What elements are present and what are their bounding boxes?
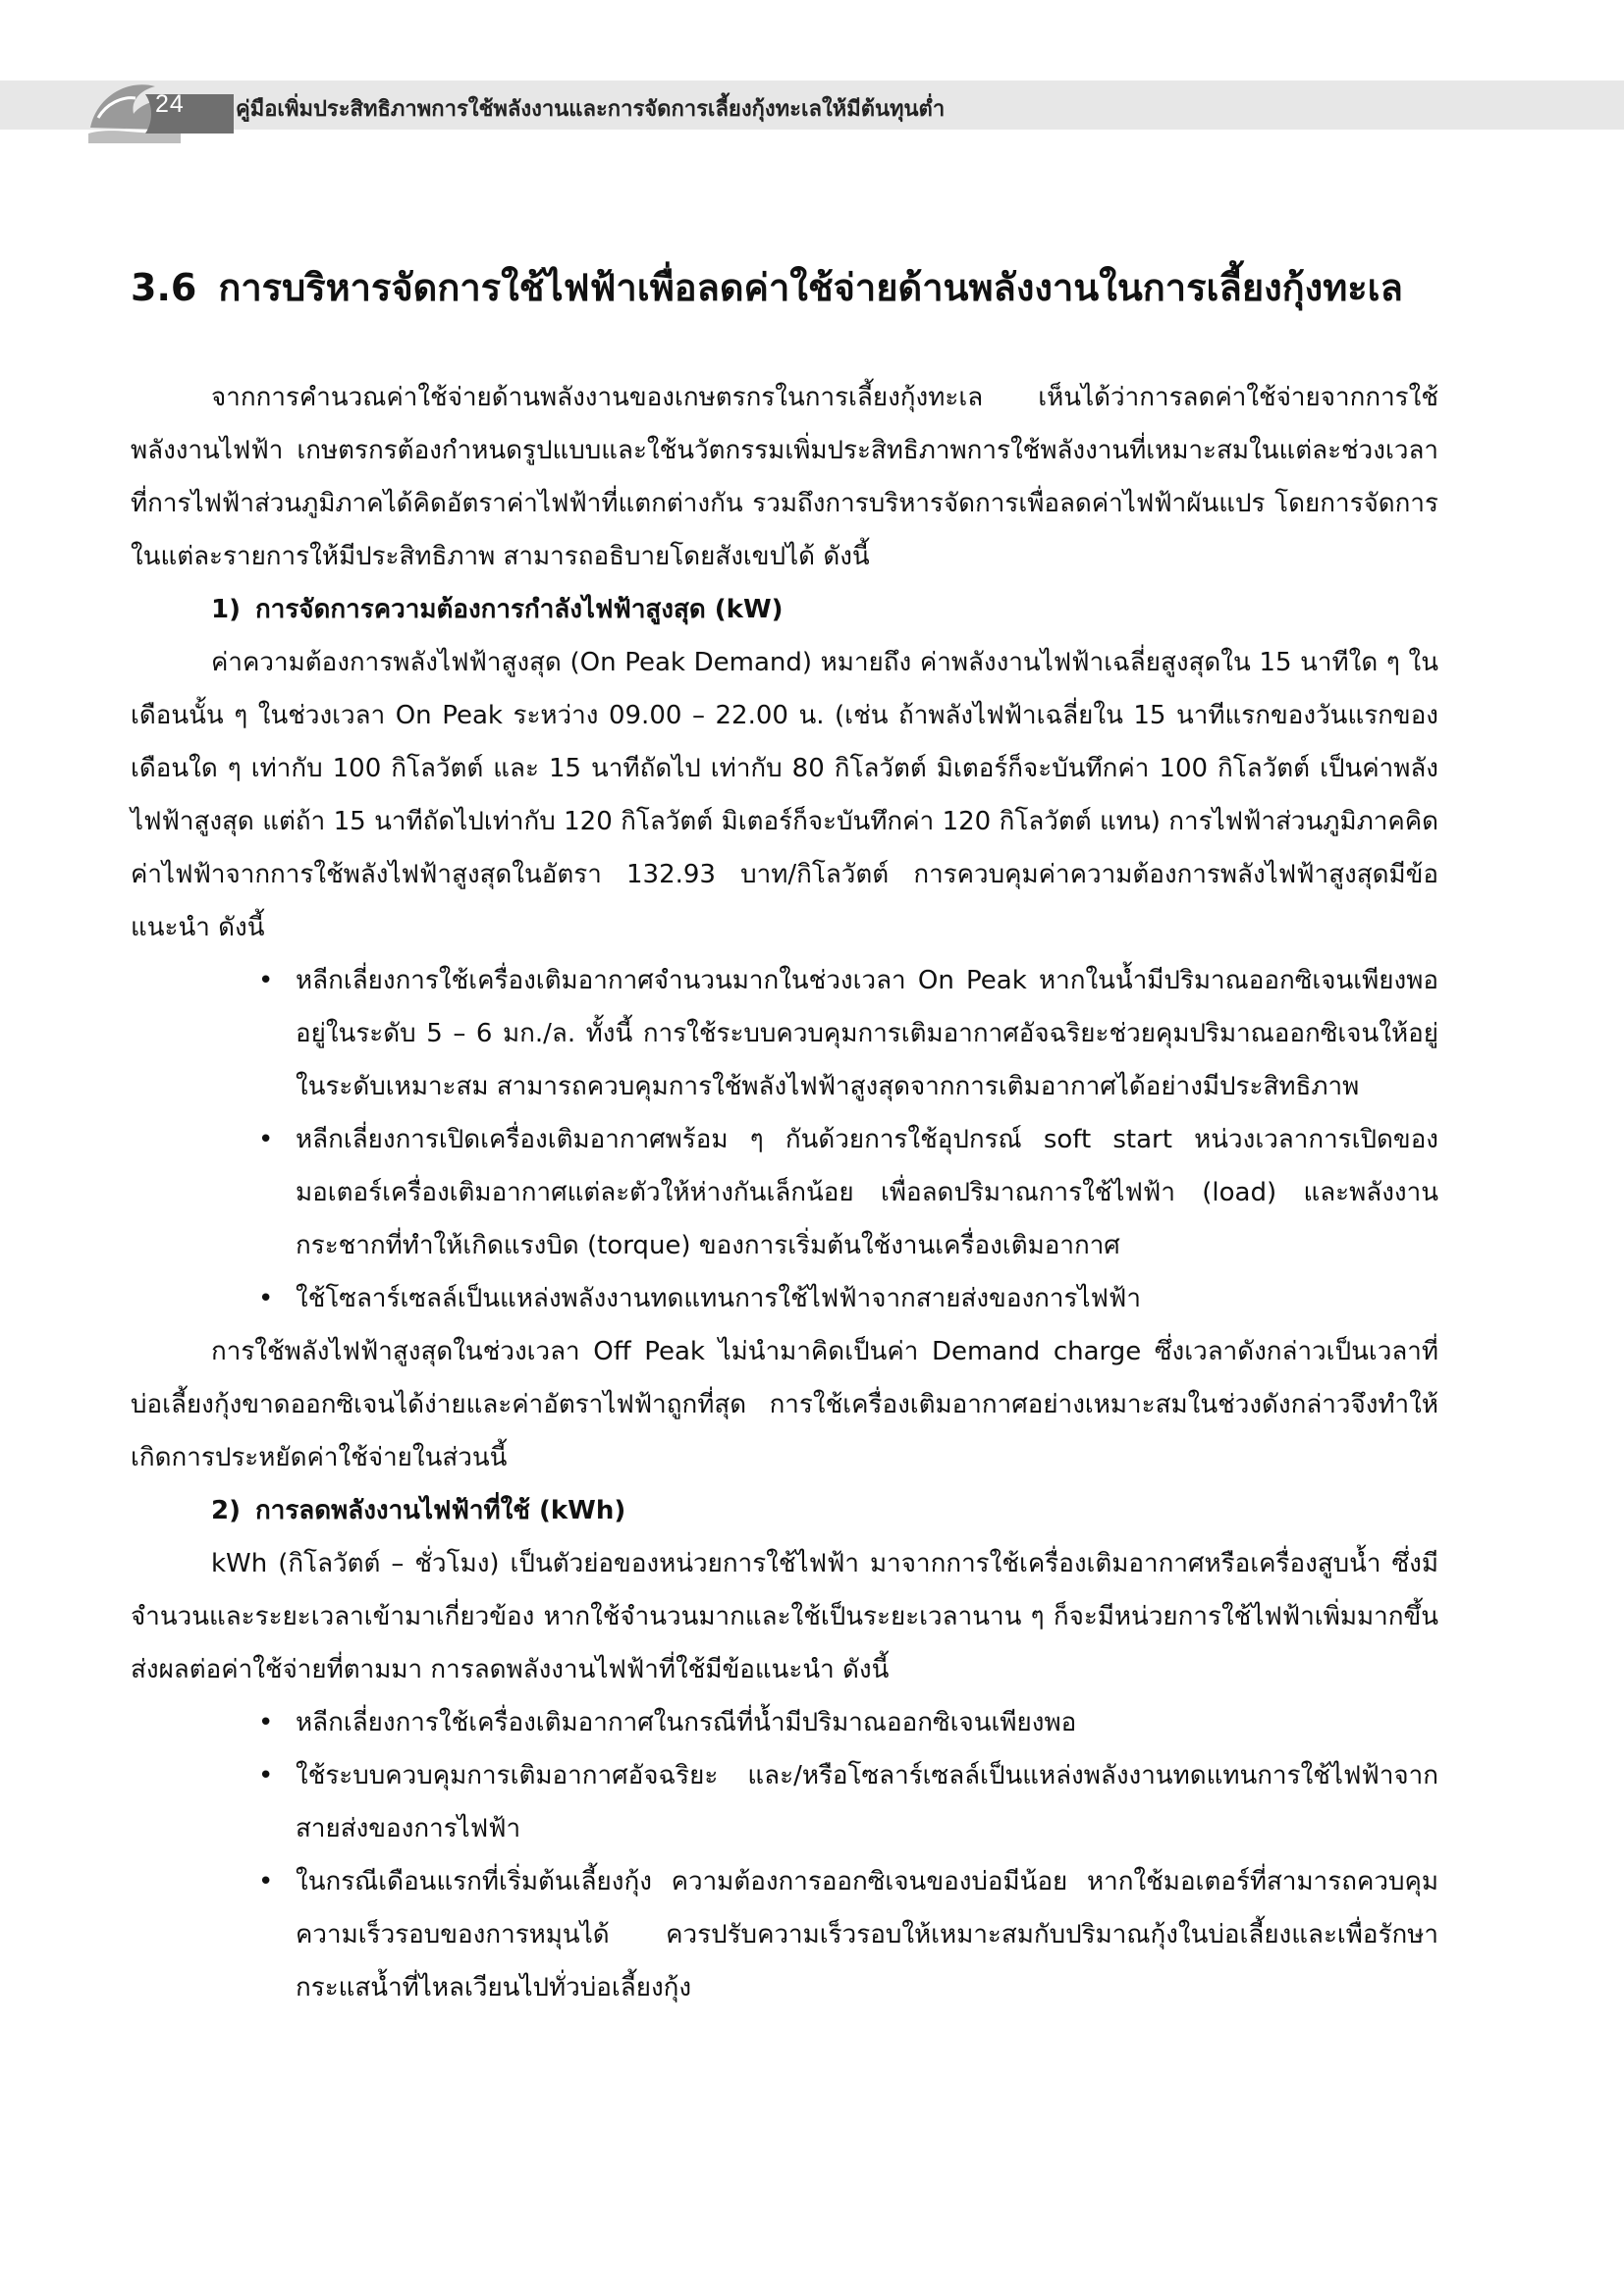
subsection-title-1: การจัดการความต้องการกำลังไฟฟ้าสูงสุด (kW): [255, 595, 784, 624]
subsection-heading-1: [131, 583, 1438, 636]
subsection-1-paragraph: ค่าความต้องการพลังไฟฟ้าสูงสุด (On Peak Demand) หมายถึง ค่าพลังงานไฟฟ้าเฉลี่ยสูงสุดใน 15 นาทีใด ๆ ในเดือนนั้น ๆ ในช่วงเวลา On Peak ระหว่าง 09.00 – 22.00 น. (เช่น ถ้าพลังไฟฟ้าเฉลี่ยใน 15 นาทีแรกของวันแรกของเดือนใด ๆ เท่ากับ 100 กิโลวัตต์ และ 15 นาทีถัดไป เท่ากับ 80 กิโลวัตต์ มิเตอร์ก็จะบันทึกค่า 100 กิโลวัตต์ เป็นค่าพลังไฟฟ้าสูงสุด แต่ถ้า 15 นาทีถัดไปเท่ากับ 120 กิโลวัตต์ มิเตอร์ก็จะบันทึกค่า 120 กิโลวัตต์ แทน) การไฟฟ้าส่วนภูมิภาคคิดค่าไฟฟ้าจากการใช้พลังไฟฟ้าสูงสุดในอัตรา 132.93 บาท/กิโลวัตต์ การควบคุมค่าความต้องการพลังไฟฟ้าสูงสุดมีข้อแนะนำ ดังนี้: [131, 648, 1438, 942]
section-heading: การบริหารจัดการใช้ไฟฟ้าเพื่อลดค่าใช้จ่ายด้านพลังงานในการเลี้ยงกุ้งทะเล: [218, 266, 1403, 309]
subsection-number-1: 1): [211, 595, 241, 624]
bullet-text: ใช้ระบบควบคุมการเติมอากาศอัจฉริยะ และ/หรือโซลาร์เซลล์เป็นแหล่งพลังงานทดแทนการใช้ไฟฟ้าจากสายส่งของการไฟฟ้า: [296, 1761, 1438, 1843]
subsection-1-closing: การใช้พลังไฟฟ้าสูงสุดในช่วงเวลา Off Peak ไม่นำมาคิดเป็นค่า Demand charge ซึ่งเวลาดังกล่าวเป็นเวลาที่บ่อเลี้ยงกุ้งขาดออกซิเจนได้ง่ายและค่าอัตราไฟฟ้าถูกที่สุด การใช้เครื่องเติมอากาศอย่างเหมาะสมในช่วงดังกล่าวจึงทำให้เกิดการประหยัดค่าใช้จ่ายในส่วนนี้: [131, 1337, 1438, 1472]
intro-paragraph: จากการคำนวณค่าใช้จ่ายด้านพลังงานของเกษตรกรในการเลี้ยงกุ้งทะเล เห็นได้ว่าการลดค่าใช้จ่ายจากการใช้พลังงานไฟฟ้า เกษตรกรต้องกำหนดรูปแบบและใช้นวัตกรรมเพิ่มประสิทธิภาพการใช้พลังงานที่เหมาะสมในแต่ละช่วงเวลาที่การไฟฟ้าส่วนภูมิภาคได้คิดอัตราค่าไฟฟ้าที่แตกต่างกัน รวมถึงการบริหารจัดการเพื่อลดค่าไฟฟ้าผันแปร โดยการจัดการในแต่ละรายการให้มีประสิทธิภาพ สามารถอธิบายโดยสังเขปได้ ดังนี้: [131, 383, 1438, 571]
subsection-2-bullet-list: [131, 1696, 1438, 2014]
bullet-dot-icon: •: [258, 1284, 274, 1313]
list-item: [131, 1855, 1438, 2014]
list-item: [131, 1113, 1438, 1272]
bullet-text: ใช้โซลาร์เซลล์เป็นแหล่งพลังงานทดแทนการใช้ไฟฟ้าจากสายส่งของการไฟฟ้า: [296, 1284, 1141, 1313]
subsection-2-paragraph: kWh (กิโลวัตต์ – ชั่วโมง) เป็นตัวย่อของหน่วยการใช้ไฟฟ้า มาจากการใช้เครื่องเติมอากาศหรือเครื่องสูบน้ำ ซึ่งมีจำนวนและระยะเวลาเข้ามาเกี่ยวข้อง หากใช้จำนวนมากและใช้เป็นระยะเวลานาน ๆ ก็จะมีหน่วยการใช้ไฟฟ้าเพิ่มมากขึ้นส่งผลต่อค่าใช้จ่ายที่ตามมา การลดพลังงานไฟฟ้าที่ใช้มีข้อแนะนำ ดังนี้: [131, 1549, 1438, 1684]
subsection-1-bullet-list: [131, 954, 1438, 1325]
list-item: [131, 1749, 1438, 1855]
running-title: คู่มือเพิ่มประสิทธิภาพการใช้พลังงานและการจัดการเลี้ยงกุ้งทะเลให้มีต้นทุนต่ำ: [236, 97, 946, 122]
section-number: 3.6: [131, 266, 197, 309]
bullet-dot-icon: •: [258, 1867, 274, 1896]
page-number: 24: [155, 90, 185, 118]
list-item: [131, 954, 1438, 1113]
bullet-dot-icon: •: [258, 1125, 274, 1154]
bullet-dot-icon: •: [258, 1761, 274, 1790]
bullet-text: หลีกเลี่ยงการเปิดเครื่องเติมอากาศพร้อม ๆ กันด้วยการใช้อุปกรณ์ soft start หน่วงเวลาการเปิดของมอเตอร์เครื่องเติมอากาศแต่ละตัวให้ห่างกันเล็กน้อย เพื่อลดปริมาณการใช้ไฟฟ้า (load) และพลังงานกระชากที่ทำให้เกิดแรงบิด (torque) ของการเริ่มต้นใช้งานเครื่องเติมอากาศ: [296, 1125, 1438, 1260]
subsection-title-2: การลดพลังงานไฟฟ้าที่ใช้ (kWh): [255, 1496, 626, 1525]
subsection-number-2: 2): [211, 1496, 241, 1525]
document-body: [131, 371, 1438, 2014]
bullet-dot-icon: •: [258, 1708, 274, 1737]
bullet-dot-icon: •: [258, 966, 274, 995]
section-title: [131, 257, 1403, 317]
bullet-text: หลีกเลี่ยงการใช้เครื่องเติมอากาศจำนวนมากในช่วงเวลา On Peak หากในน้ำมีปริมาณออกซิเจนเพียงพออยู่ในระดับ 5 – 6 มก./ล. ทั้งนี้ การใช้ระบบควบคุมการเติมอากาศอัจฉริยะช่วยคุมปริมาณออกซิเจนให้อยู่ในระดับเหมาะสม สามารถควบคุมการใช้พลังไฟฟ้าสูงสุดจากการเติมอากาศได้อย่างมีประสิทธิภาพ: [296, 966, 1438, 1101]
list-item: [131, 1272, 1438, 1325]
bullet-text: ในกรณีเดือนแรกที่เริ่มต้นเลี้ยงกุ้ง ความต้องการออกซิเจนของบ่อมีน้อย หากใช้มอเตอร์ที่สามารถควบคุมความเร็วรอบของการหมุนได้ ควรปรับความเร็วรอบให้เหมาะสมกับปริมาณกุ้งในบ่อเลี้ยงและเพื่อรักษากระแสน้ำที่ไหลเวียนไปทั่วบ่อเลี้ยงกุ้ง: [296, 1867, 1438, 2002]
subsection-heading-2: [131, 1484, 1438, 1537]
list-item: [131, 1696, 1438, 1749]
bullet-text: หลีกเลี่ยงการใช้เครื่องเติมอากาศในกรณีที่น้ำมีปริมาณออกซิเจนเพียงพอ: [296, 1708, 1077, 1737]
